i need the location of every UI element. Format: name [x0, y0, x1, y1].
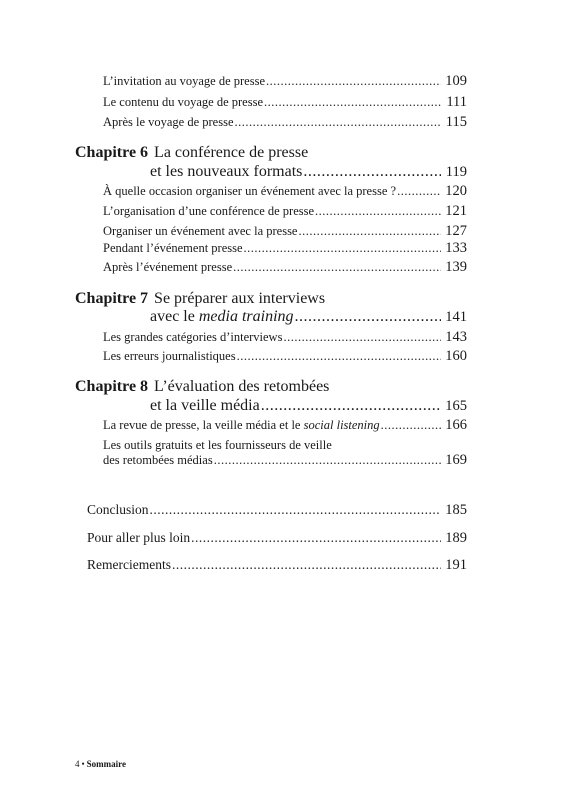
toc-end-entry [87, 502, 467, 519]
toc-entry-page: 191 [445, 557, 467, 573]
dot-leader [315, 204, 441, 219]
dot-leader [266, 74, 441, 89]
toc-entry-line1: Les outils gratuits et les fournisseurs de veille [103, 438, 332, 452]
chapter-page: 119 [445, 164, 467, 180]
toc-entry-title: Organiser un événement avec la presse [103, 224, 298, 238]
chapter-label: Chapitre 7 [75, 290, 149, 307]
chapter-page: 141 [445, 309, 467, 325]
chapter-heading-line2 [150, 163, 467, 181]
toc-entry-page: 185 [445, 502, 467, 518]
dot-leader [283, 330, 441, 345]
toc-entry-title: À quelle occasion organiser un événement avec la presse ? [103, 184, 397, 198]
toc-entry-page: 143 [445, 329, 467, 345]
chapter-page: 165 [445, 398, 467, 414]
chapter-title: Se préparer aux interviews [154, 290, 326, 307]
dot-leader [264, 95, 441, 110]
chapter-title-prefix: avec le [150, 308, 199, 325]
toc-entry-title: Après le voyage de presse [103, 115, 234, 129]
chapter-label: Chapitre 6 [75, 144, 149, 161]
toc-entry-italic: social listening [303, 418, 380, 432]
toc-entry-title: Pendant l’événement presse [103, 241, 243, 255]
chapter-label: Chapitre 8 [75, 378, 149, 395]
dot-leader [233, 260, 441, 275]
toc-entry-page: 121 [445, 203, 467, 219]
toc-entry [103, 417, 467, 434]
toc-entry-page: 133 [445, 240, 467, 256]
toc-entry [103, 348, 467, 365]
dot-leader [172, 557, 441, 573]
toc-entry-page: 115 [445, 114, 467, 130]
toc-entry-page: 169 [445, 452, 467, 468]
dot-leader [261, 397, 441, 415]
toc-entry [103, 114, 467, 131]
dot-leader [381, 418, 441, 433]
chapter-title: La conférence de presse [154, 144, 309, 161]
page-footer [75, 759, 126, 769]
toc-entry-page: 109 [445, 73, 467, 89]
chapter-heading-line2 [150, 397, 467, 415]
footer-page-number: 4 [75, 759, 80, 769]
toc-entry-title: Remerciements [87, 557, 171, 572]
toc-entry [103, 329, 467, 346]
toc-entry-page: 160 [445, 348, 467, 364]
toc-entry [103, 259, 467, 276]
toc-entry-title: Conclusion [87, 502, 149, 517]
toc-entry-title [103, 418, 380, 433]
dot-leader [150, 502, 441, 518]
toc-entry-title: Pour aller plus loin [87, 530, 191, 545]
toc-entry [103, 223, 467, 240]
dot-leader [235, 115, 441, 130]
toc-entry [103, 203, 467, 220]
toc-entry [103, 73, 467, 90]
chapter-title-cont: et les nouveaux formats [150, 163, 303, 180]
dot-leader [237, 349, 441, 364]
toc-end-entry [87, 557, 467, 574]
toc-entry-page: 127 [445, 223, 467, 239]
dot-leader [244, 241, 441, 256]
toc-end-entry [87, 530, 467, 547]
chapter-heading [75, 290, 325, 308]
toc-entry-title: Les erreurs journalistiques [103, 349, 236, 363]
toc-entry-page: 111 [446, 94, 467, 110]
dot-leader [295, 308, 441, 326]
toc-entry [103, 452, 467, 469]
toc-entry-title: des retombées médias [103, 453, 213, 467]
toc-entry-title: Le contenu du voyage de presse [103, 95, 264, 109]
toc-entry-page: 189 [445, 530, 467, 546]
dot-leader [298, 224, 441, 239]
chapter-heading [75, 378, 329, 396]
toc-entry-page: 120 [445, 183, 467, 199]
toc-entry-title: L’invitation au voyage de presse [103, 74, 265, 88]
chapter-heading-line2 [150, 308, 467, 326]
toc-entry [103, 183, 467, 200]
toc-entry-title: L’organisation d’une conférence de presse [103, 204, 315, 218]
toc-entry-page: 139 [445, 259, 467, 275]
toc-entry [103, 94, 467, 111]
chapter-title: L’évaluation des retombées [154, 378, 330, 395]
toc-entry-page: 166 [445, 417, 467, 433]
dot-leader [303, 163, 441, 181]
footer-section-name: Sommaire [86, 759, 126, 769]
chapter-title-cont [150, 308, 294, 326]
toc-entry-prefix: La revue de presse, la veille média et le [103, 418, 304, 432]
footer-bullet: • [81, 759, 85, 769]
toc-entry-title: Après l’événement presse [103, 260, 233, 274]
chapter-title-cont: et la veille média [150, 397, 260, 414]
dot-leader [397, 184, 441, 199]
chapter-title-italic: media training [198, 308, 294, 325]
dot-leader [191, 530, 441, 546]
toc-entry [103, 240, 467, 257]
toc-entry-title: Les grandes catégories d’interviews [103, 330, 283, 344]
chapter-heading [75, 144, 308, 162]
dot-leader [214, 453, 441, 468]
